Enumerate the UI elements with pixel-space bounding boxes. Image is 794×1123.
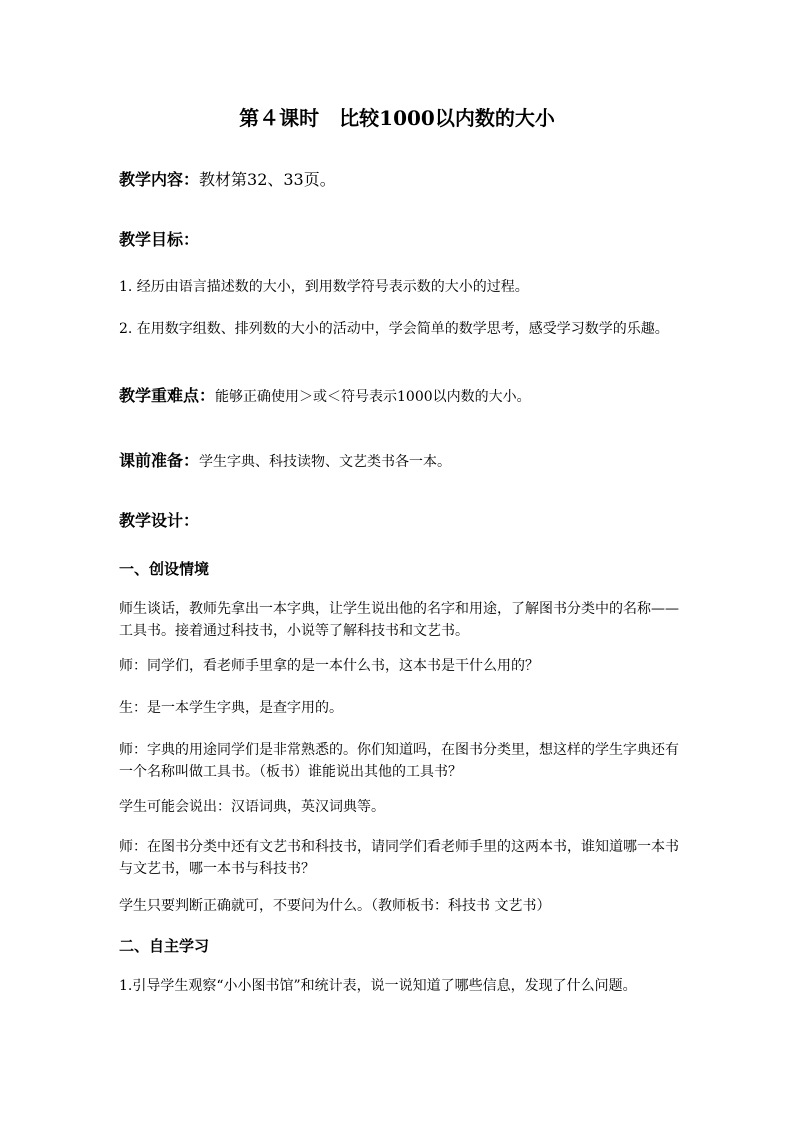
preparation [119, 449, 679, 474]
paragraph: 学生可能会说出：汉语词典，英汉词典等。 [119, 799, 385, 815]
paragraph: 师：字典的用途同学们是非常熟悉的。你们知道吗，在图书分类里，想这样的学生字典还有一个名称叫做工具书。（板书）谁能说出其他的工具书？ [119, 742, 679, 780]
paragraph: 师：同学们，看老师手里拿的是一本什么书，这本书是干什么用的？ [119, 658, 539, 674]
key-points [119, 384, 679, 409]
preparation-text: 学生字典、科技读物、文艺类书各一本。 [199, 454, 452, 470]
goal-item: 2. 在用数字组数、排列数的大小的活动中，学会简单的数学思考，感受学习数学的乐趣。 [119, 321, 669, 337]
key-points-label: 教学重难点： [119, 386, 216, 405]
paragraph: 师生谈话，教师先拿出一本字典，让学生说出他的名字和用途，了解图书分类中的名称——工具书。接着通过科技书，小说等了解科技书和文艺书。 [119, 601, 679, 639]
paragraph: 生：是一本学生字典，是查字用的。 [119, 700, 343, 716]
paragraph: 师：在图书分类中还有文艺书和科技书，请同学们看老师手里的这两本书，谁知道哪一本书与文艺书，哪一本书与科技书？ [119, 839, 679, 877]
preparation-label: 课前准备： [119, 451, 200, 470]
goal-item: 1. 经历由语言描述数的大小，到用数学符号表示数的大小的过程。 [119, 279, 529, 295]
teaching-content [119, 168, 679, 192]
teaching-content-text: 教材第32、33页。 [199, 170, 336, 189]
teaching-content-label: 教学内容： [119, 170, 200, 189]
section-heading: 二、自主学习 [119, 937, 210, 955]
section-heading: 一、创设情境 [119, 560, 210, 578]
paragraph: 学生只要判断正确就可，不要问为什么。（教师板书：科技书 文艺书） [119, 898, 551, 914]
page-title: 第４课时 比较1000以内数的大小 [239, 106, 555, 130]
teaching-goals-label: 教学目标： [119, 230, 200, 249]
teaching-design-label: 教学设计： [119, 511, 200, 530]
paragraph: 1.引导学生观察“小小图书馆”和统计表，说一说知道了哪些信息，发现了什么问题。 [119, 978, 637, 994]
key-points-text: 能够正确使用＞或＜符号表示1000以内数的大小。 [215, 389, 531, 405]
